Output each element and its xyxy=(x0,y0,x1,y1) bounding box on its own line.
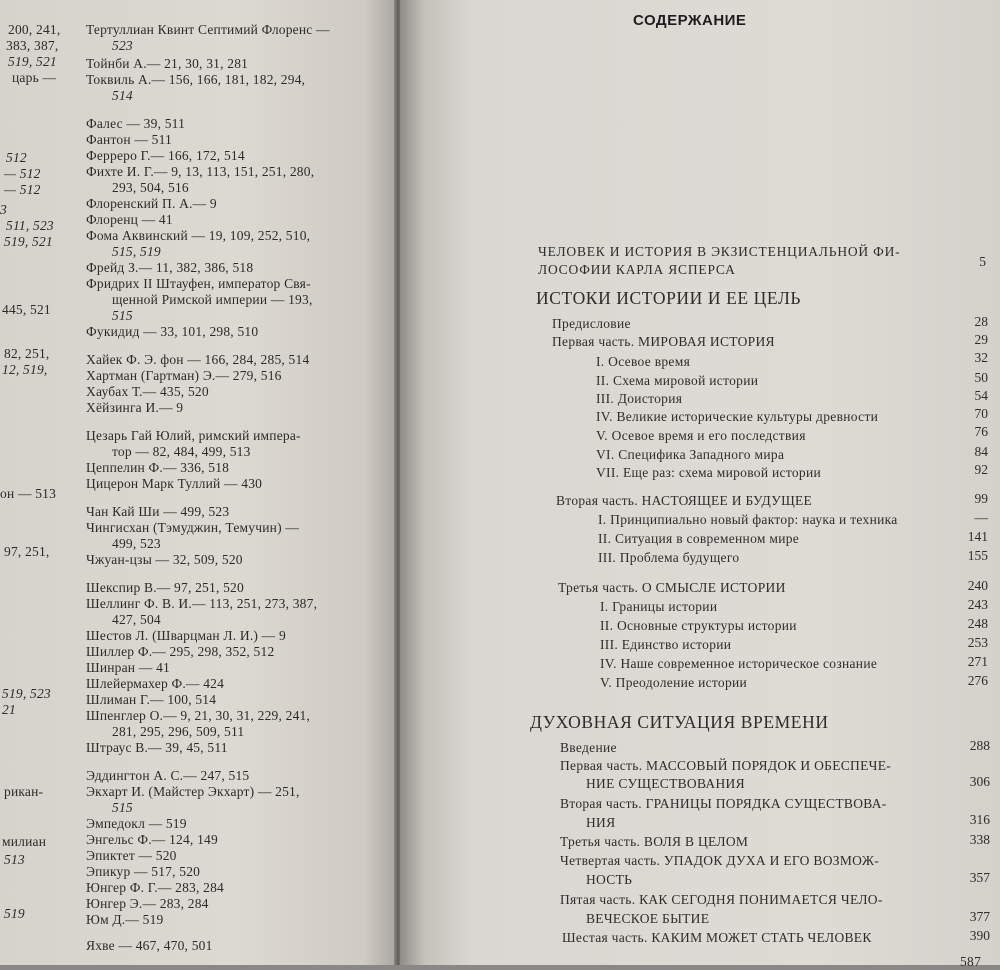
index-entry: Яхве — 467, 470, 501 xyxy=(86,938,213,953)
fragment: он — 513 xyxy=(0,486,57,501)
toc-page-number: 390 xyxy=(969,928,990,943)
index-entry: 515, 519 xyxy=(112,244,161,259)
toc-line: I. Принципиально новый фактор: наука и техника xyxy=(598,512,898,527)
index-entry: Фалес — 39, 511 xyxy=(86,116,186,131)
toc-line: Введение xyxy=(560,740,617,755)
index-entry: Штраус В.— 39, 45, 511 xyxy=(86,740,228,755)
toc-line: Четвертая часть. УПАДОК ДУХА И ЕГО ВОЗМОЖ- xyxy=(560,853,880,868)
toc-page-number: 50 xyxy=(974,370,988,385)
toc-line: I. Границы истории xyxy=(600,599,718,614)
section-heading: ИСТОКИ ИСТОРИИ И ЕЕ ЦЕЛЬ xyxy=(536,288,802,308)
contents-title: СОДЕРЖАНИЕ xyxy=(633,12,747,29)
toc-page-number: 253 xyxy=(967,635,988,650)
toc-line: VI. Специфика Западного мира xyxy=(596,447,785,462)
toc-page-number: 70 xyxy=(974,406,988,421)
toc-line: II. Ситуация в современном мире xyxy=(598,531,800,546)
index-entry: Хартман (Гартман) Э.— 279, 516 xyxy=(86,368,282,383)
toc-page-number: 92 xyxy=(974,462,988,477)
fragment: 97, 251, xyxy=(4,544,50,559)
index-entry: 293, 504, 516 xyxy=(112,180,189,195)
fragment: 519, 521 xyxy=(4,234,53,249)
index-entry: 499, 523 xyxy=(112,536,161,551)
fragment: 82, 251, xyxy=(4,346,50,361)
toc-line: II. Основные структуры истории xyxy=(600,618,797,633)
toc-page-number: 271 xyxy=(967,654,988,669)
toc-page-number: 76 xyxy=(974,424,988,439)
index-entry: Тертуллиан Квинт Септимий Флоренс — xyxy=(86,22,330,37)
index-entry: Токвиль А.— 156, 166, 181, 182, 294, xyxy=(86,72,306,87)
toc-line: Пятая часть. КАК СЕГОДНЯ ПОНИМАЕТСЯ ЧЕЛО- xyxy=(560,892,883,907)
index-entry: Шпенглер О.— 9, 21, 30, 31, 229, 241, xyxy=(86,708,311,723)
toc-line: Третья часть. ВОЛЯ В ЦЕЛОМ xyxy=(560,834,749,849)
toc-line: V. Преодоление истории xyxy=(600,675,748,690)
fragment: 513 xyxy=(4,852,25,867)
toc-page-number: 276 xyxy=(967,673,988,688)
toc-page-number: 316 xyxy=(969,812,990,827)
toc-line: I. Осевое время xyxy=(596,354,691,369)
page-number: 587 xyxy=(960,954,982,969)
index-entry: Юнгер Э.— 283, 284 xyxy=(86,896,209,911)
fragment: 21 xyxy=(2,702,16,717)
toc-line: Шестая часть. КАКИМ МОЖЕТ СТАТЬ ЧЕЛОВЕК xyxy=(562,930,872,945)
fragment: — 512 xyxy=(4,166,41,181)
toc-page-number: 99 xyxy=(974,491,988,506)
index-entry: Шлиман Г.— 100, 514 xyxy=(86,692,217,707)
toc-page-number: 29 xyxy=(974,332,988,347)
index-entry: Фантон — 511 xyxy=(86,132,172,147)
toc-line: IV. Наше современное историческое сознание xyxy=(600,656,878,671)
fragment: 445, 521 xyxy=(2,302,51,317)
index-entry: Чжуан-цзы — 32, 509, 520 xyxy=(86,552,243,567)
index-entry: тор — 82, 484, 499, 513 xyxy=(112,444,251,459)
fragment: 12, 519, xyxy=(2,362,48,377)
index-entry: 515 xyxy=(112,308,133,323)
fragment: рикан- xyxy=(4,784,44,799)
index-entry: 281, 295, 296, 509, 511 xyxy=(112,724,245,739)
index-entry: 523 xyxy=(112,38,133,53)
index-entry: Эпикур — 517, 520 xyxy=(86,864,201,879)
index-entry: Хайек Ф. Э. фон — 166, 284, 285, 514 xyxy=(86,352,310,367)
section-heading: ДУХОВНАЯ СИТУАЦИЯ ВРЕМЕНИ xyxy=(530,712,829,732)
toc-line: ЛОСОФИИ КАРЛА ЯСПЕРСА xyxy=(538,262,736,277)
toc-line: Третья часть. О СМЫСЛЕ ИСТОРИИ xyxy=(558,580,786,595)
toc-page-number: 28 xyxy=(974,314,988,329)
toc-page-number: 357 xyxy=(969,870,990,885)
fragment: 512 xyxy=(6,150,27,165)
toc-line: IV. Великие исторические культуры древности xyxy=(596,409,879,424)
toc-page-number: 306 xyxy=(969,774,990,789)
toc-line: Предисловие xyxy=(552,316,631,331)
toc-line: II. Схема мировой истории xyxy=(596,373,759,388)
index-entry: Чингисхан (Тэмуджин, Темучин) — xyxy=(86,520,300,535)
toc-line: Вторая часть. НАСТОЯЩЕЕ И БУДУЩЕЕ xyxy=(556,493,813,508)
fragment: царь — xyxy=(12,70,57,85)
index-entry: Чан Кай Ши — 499, 523 xyxy=(86,504,230,519)
index-entry: Шлейермахер Ф.— 424 xyxy=(86,676,225,691)
toc-page-number: — xyxy=(974,510,988,525)
toc-line: Первая часть. МАССОВЫЙ ПОРЯДОК И ОБЕСПЕЧЕ- xyxy=(560,758,892,773)
index-entry: Шекспир В.— 97, 251, 520 xyxy=(86,580,244,595)
index-entry: Флоренц — 41 xyxy=(86,212,173,227)
index-entry: Тойнби А.— 21, 30, 31, 281 xyxy=(86,56,249,71)
index-entry: Юнгер Ф. Г.— 283, 284 xyxy=(86,880,224,895)
toc-line: III. Проблема будущего xyxy=(598,550,740,565)
toc-page-number: 84 xyxy=(974,444,988,459)
index-entry: Хёйзинга И.— 9 xyxy=(86,400,184,415)
index-entry: Фихте И. Г.— 9, 13, 113, 151, 251, 280, xyxy=(86,164,315,179)
index-entry: Фрейд З.— 11, 382, 386, 518 xyxy=(86,260,254,275)
index-entry: щенной Римской империи — 193, xyxy=(112,292,313,307)
index-entry: Шестов Л. (Шварцман Л. И.) — 9 xyxy=(86,628,286,643)
toc-page-number: 5 xyxy=(979,254,986,269)
fragment: 519 xyxy=(4,906,25,921)
index-entry: 515 xyxy=(112,800,133,815)
toc-line: НИЯ xyxy=(586,815,616,830)
index-entry: Хаубах Т.— 435, 520 xyxy=(86,384,209,399)
toc-page-number: 240 xyxy=(967,578,988,593)
toc-line: III. Единство истории xyxy=(600,637,732,652)
toc-line: VII. Еще раз: схема мировой истории xyxy=(596,465,822,480)
fragment: 519, 521 xyxy=(8,54,57,69)
toc-line: НОСТЬ xyxy=(586,872,633,887)
toc-page-number: 338 xyxy=(969,832,990,847)
index-entry: Шиллер Ф.— 295, 298, 352, 512 xyxy=(86,644,275,659)
toc-line: Первая часть. МИРОВАЯ ИСТОРИЯ xyxy=(552,334,775,349)
toc-line: V. Осевое время и его последствия xyxy=(596,428,806,443)
toc-line: ВЕЧЕСКОЕ БЫТИЕ xyxy=(586,911,710,926)
toc-page-number: 141 xyxy=(967,529,988,544)
toc-page-number: 288 xyxy=(969,738,990,753)
fragment: 200, 241, xyxy=(8,22,61,37)
toc-page-number: 248 xyxy=(967,616,988,631)
toc-line: ЧЕЛОВЕК И ИСТОРИЯ В ЭКЗИСТЕНЦИАЛЬНОЙ ФИ- xyxy=(538,244,901,259)
index-entry: Цицерон Марк Туллий — 430 xyxy=(86,476,263,491)
toc-line: НИЕ СУЩЕСТВОВАНИЯ xyxy=(586,776,745,791)
index-entry: Фома Аквинский — 19, 109, 252, 510, xyxy=(86,228,311,243)
toc-page-number: 243 xyxy=(967,597,988,612)
toc-line: Вторая часть. ГРАНИЦЫ ПОРЯДКА СУЩЕСТВОВА- xyxy=(560,796,887,811)
toc-page-number: 377 xyxy=(969,909,990,924)
toc-page-number: 54 xyxy=(974,388,988,403)
fragment: 383, 387, xyxy=(6,38,59,53)
index-entry: Эпиктет — 520 xyxy=(86,848,177,863)
index-entry: Шинран — 41 xyxy=(86,660,170,675)
index-entry: 427, 504 xyxy=(112,612,161,627)
index-entry: Флоренский П. А.— 9 xyxy=(86,196,217,211)
index-entry: 514 xyxy=(112,88,133,103)
fragment: 511, 523 xyxy=(6,218,54,233)
index-entry: Экхарт И. (Майстер Экхарт) — 251, xyxy=(86,784,300,799)
fragment: 519, 523 xyxy=(2,686,51,701)
toc-page-number: 155 xyxy=(967,548,988,563)
toc-line: III. Доистория xyxy=(596,391,683,406)
index-entry: Юм Д.— 519 xyxy=(86,912,164,927)
fragment: 3 xyxy=(0,202,7,217)
index-entry: Фридрих II Штауфен, император Свя- xyxy=(86,276,311,291)
fragment: милиан xyxy=(2,834,47,849)
index-entry: Шеллинг Ф. В. И.— 113, 251, 273, 387, xyxy=(86,596,318,611)
index-entry: Цезарь Гай Юлий, римский импера- xyxy=(86,428,301,443)
right-page-contents xyxy=(400,0,1000,965)
index-entry: Ферреро Г.— 166, 172, 514 xyxy=(86,148,245,163)
index-entry: Энгельс Ф.— 124, 149 xyxy=(86,832,218,847)
left-page-index xyxy=(0,0,396,965)
index-entry: Фукидид — 33, 101, 298, 510 xyxy=(86,324,259,339)
toc-page-number: 32 xyxy=(974,350,988,365)
index-entry: Цеппелин Ф.— 336, 518 xyxy=(86,460,230,475)
index-entry: Эмпедокл — 519 xyxy=(86,816,187,831)
index-entry: Эддингтон А. С.— 247, 515 xyxy=(86,768,250,783)
fragment: — 512 xyxy=(4,182,41,197)
